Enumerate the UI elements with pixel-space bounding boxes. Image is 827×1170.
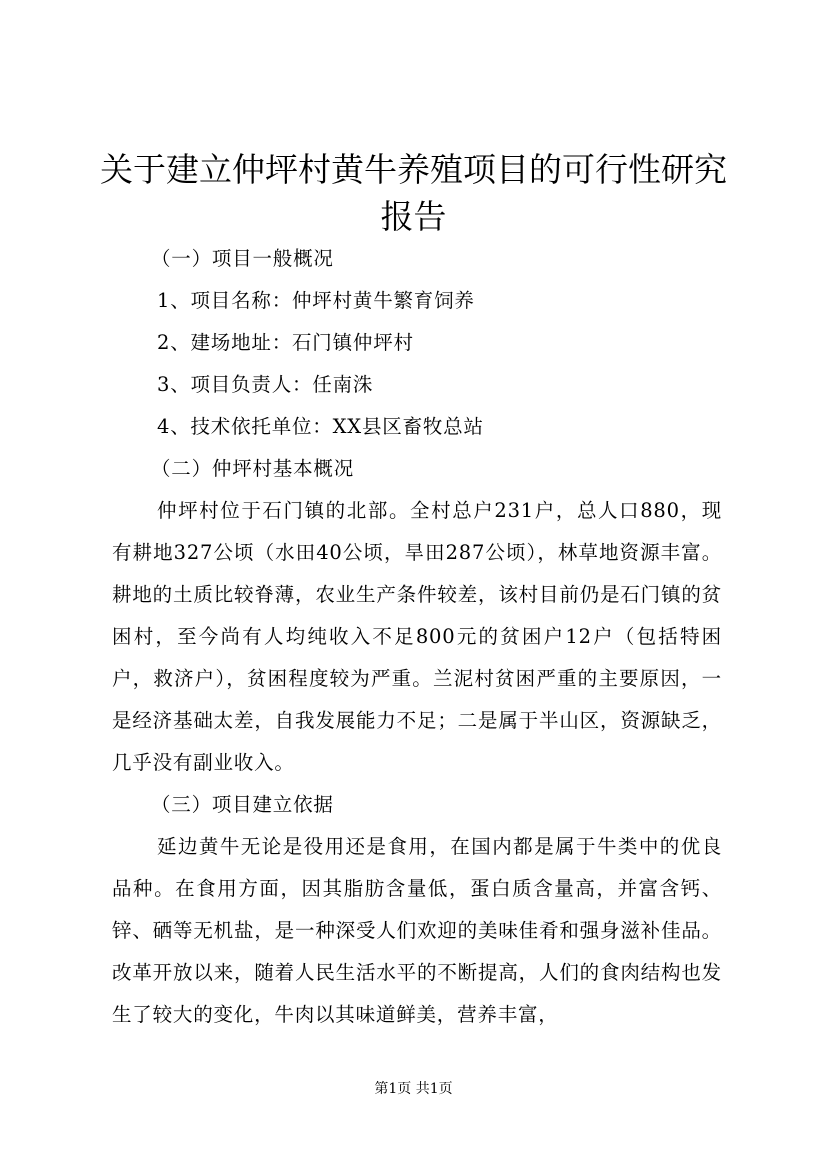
list-item-site-address: 2、建场地址：石门镇仲坪村 — [157, 331, 414, 354]
list-item-project-name: 1、项目名称：仲坪村黄牛繁育饲养 — [157, 289, 475, 312]
section-heading-general: （一）项目一般概况 — [151, 247, 334, 270]
section-heading-village-overview: （二）仲坪村基本概况 — [151, 457, 355, 480]
document-title: 关于建立仲坪村黄牛养殖项目的可行性研究报告 — [100, 150, 727, 236]
document-body — [112, 238, 722, 1036]
section-heading-project-basis: （三）项目建立依据 — [151, 793, 334, 816]
list-item-tech-support-unit: 4、技术依托单位：XX县区畜牧总站 — [157, 415, 484, 438]
paragraph-project-basis: 延边黄牛无论是役用还是食用，在国内都是属于牛类中的优良品种。在食用方面，因其脂肪含量低，蛋白质含量高，并富含钙、锌、硒等无机盐，是一种深受人们欢迎的美味佳肴和强身滋补佳品。改革开放以来，随着人民生活水平的不断提高，人们的食肉结构也发生了较大的变化，牛肉以其味道鲜美，营养丰富， — [112, 835, 722, 1026]
paragraph-village-overview: 仲坪村位于石门镇的北部。全村总户231户，总人口880，现有耕地327公顷（水田40公顷，旱田287公顷），林草地资源丰富。耕地的土质比较脊薄，农业生产条件较差，该村目前仍是石门镇的贫困村，至今尚有人均纯收入不足800元的贫困户12户（包括特困户，救济户），贫困程度较为严重。兰泥村贫困严重的主要原因，一是经济基础太差，自我发展能力不足；二是属于半山区，资源缺乏，几乎没有副业收入。 — [112, 499, 722, 774]
page-footer: 第1页 共1页 — [374, 1081, 453, 1097]
list-item-project-lead: 3、项目负责人：任南洙 — [157, 373, 374, 396]
